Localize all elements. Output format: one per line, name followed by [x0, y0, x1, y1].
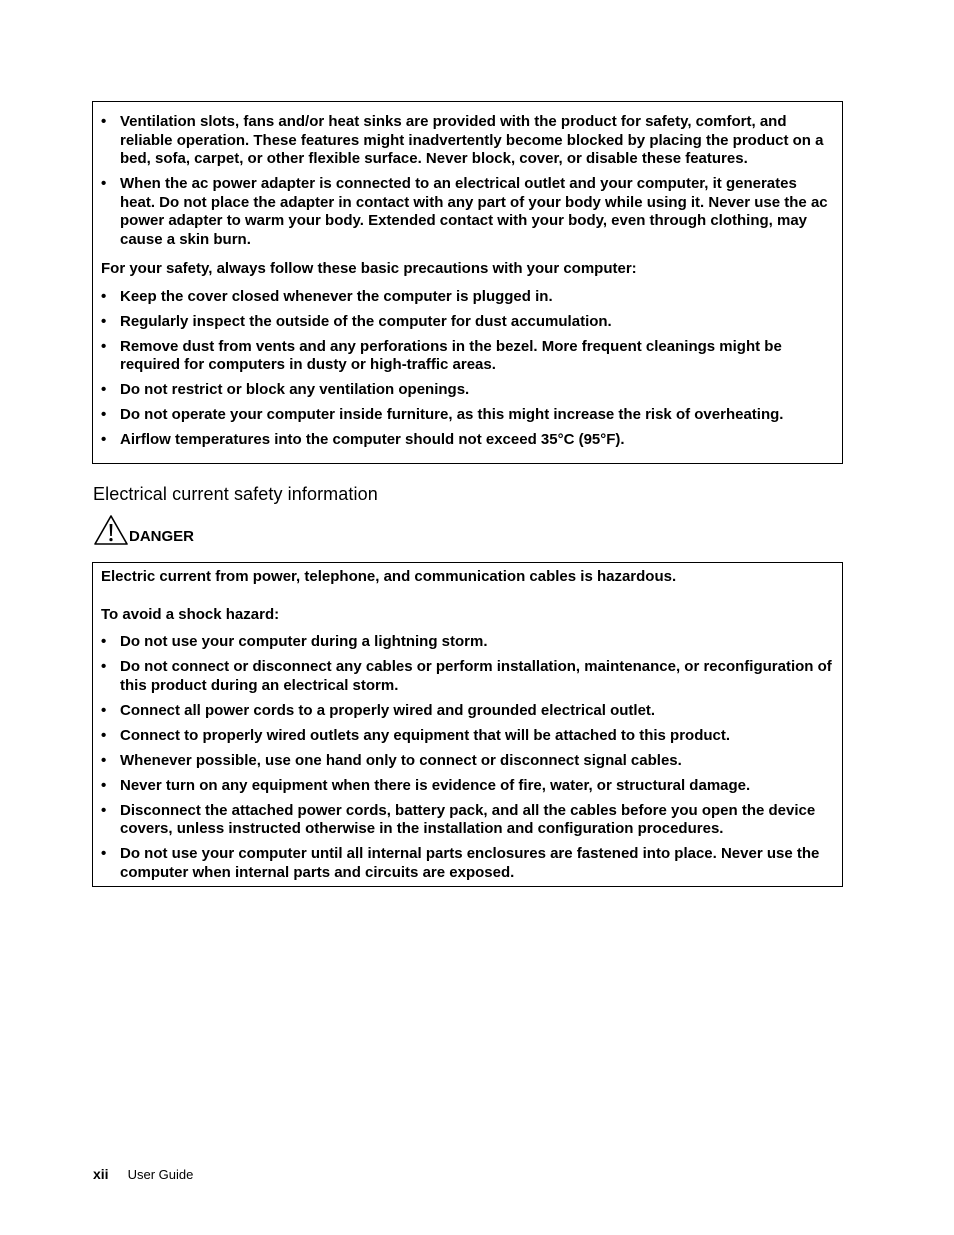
- list-item: • Airflow temperatures into the computer should not exceed 35°C (95°F).: [101, 431, 834, 450]
- precautions-list: [101, 288, 834, 450]
- list-item: • Do not operate your computer inside furniture, as this might increase the risk of overheating.: [101, 406, 834, 425]
- page-number: xii: [93, 1166, 109, 1182]
- danger-notice: [93, 510, 194, 546]
- list-item: • Do not restrict or block any ventilation openings.: [101, 381, 834, 400]
- list-item: • When the ac power adapter is connected to an electrical outlet and your computer, it generates heat. Do not place the adapter in contact with any part of your body while using it. Never use the ac power adapter to warm your body. Extended contact with your body, even through clothing, may cause a skin burn.: [101, 175, 834, 249]
- section-heading: Electrical current safety information: [93, 484, 378, 504]
- list-item: • Regularly inspect the outside of the computer for dust accumulation.: [101, 313, 834, 332]
- list-item: • Keep the cover closed whenever the computer is plugged in.: [101, 288, 834, 307]
- list-item: • Never turn on any equipment when there is evidence of fire, water, or structural damage.: [101, 777, 834, 796]
- warning-triangle-icon: [93, 514, 129, 546]
- list-item: • Ventilation slots, fans and/or heat sinks are provided with the product for safety, comfort, and reliable operation. These features might inadvertently become blocked by placing the product on a bed, sofa, carpet, or other flexible surface. Never block, cover, or disable these features.: [101, 113, 834, 169]
- hazard-statement: Electric current from power, telephone, and communication cables is hazardous.: [101, 568, 677, 585]
- list-item: • Do not use your computer during a lightning storm.: [101, 633, 834, 652]
- danger-label: DANGER: [129, 528, 195, 545]
- ventilation-safety-box: [92, 101, 843, 464]
- avoid-heading: To avoid a shock hazard:: [101, 605, 280, 623]
- document-title: User Guide: [127, 1167, 194, 1182]
- list-item: • Do not use your computer until all internal parts enclosures are fastened into place. Never use the computer when internal parts and circuits are exposed.: [101, 845, 834, 882]
- electrical-safety-box: [92, 562, 843, 887]
- list-item: • Whenever possible, use one hand only to connect or disconnect signal cables.: [101, 752, 834, 771]
- page-footer: [93, 1166, 193, 1182]
- list-item: • Connect to properly wired outlets any equipment that will be attached to this product.: [101, 727, 834, 746]
- list-item: • Connect all power cords to a properly wired and grounded electrical outlet.: [101, 702, 834, 721]
- shock-hazard-list: [101, 633, 834, 882]
- list-item: • Disconnect the attached power cords, battery pack, and all the cables before you open the device covers, unless instructed otherwise in the installation and configuration procedures.: [101, 802, 834, 839]
- precautions-heading: For your safety, always follow these basic precautions with your computer:: [101, 260, 637, 277]
- ventilation-list: [101, 113, 834, 249]
- list-item: • Do not connect or disconnect any cables or perform installation, maintenance, or reconfiguration of this product during an electrical storm.: [101, 658, 834, 695]
- list-item: • Remove dust from vents and any perforations in the bezel. More frequent cleanings might be required for computers in dusty or high-traffic areas.: [101, 338, 834, 375]
